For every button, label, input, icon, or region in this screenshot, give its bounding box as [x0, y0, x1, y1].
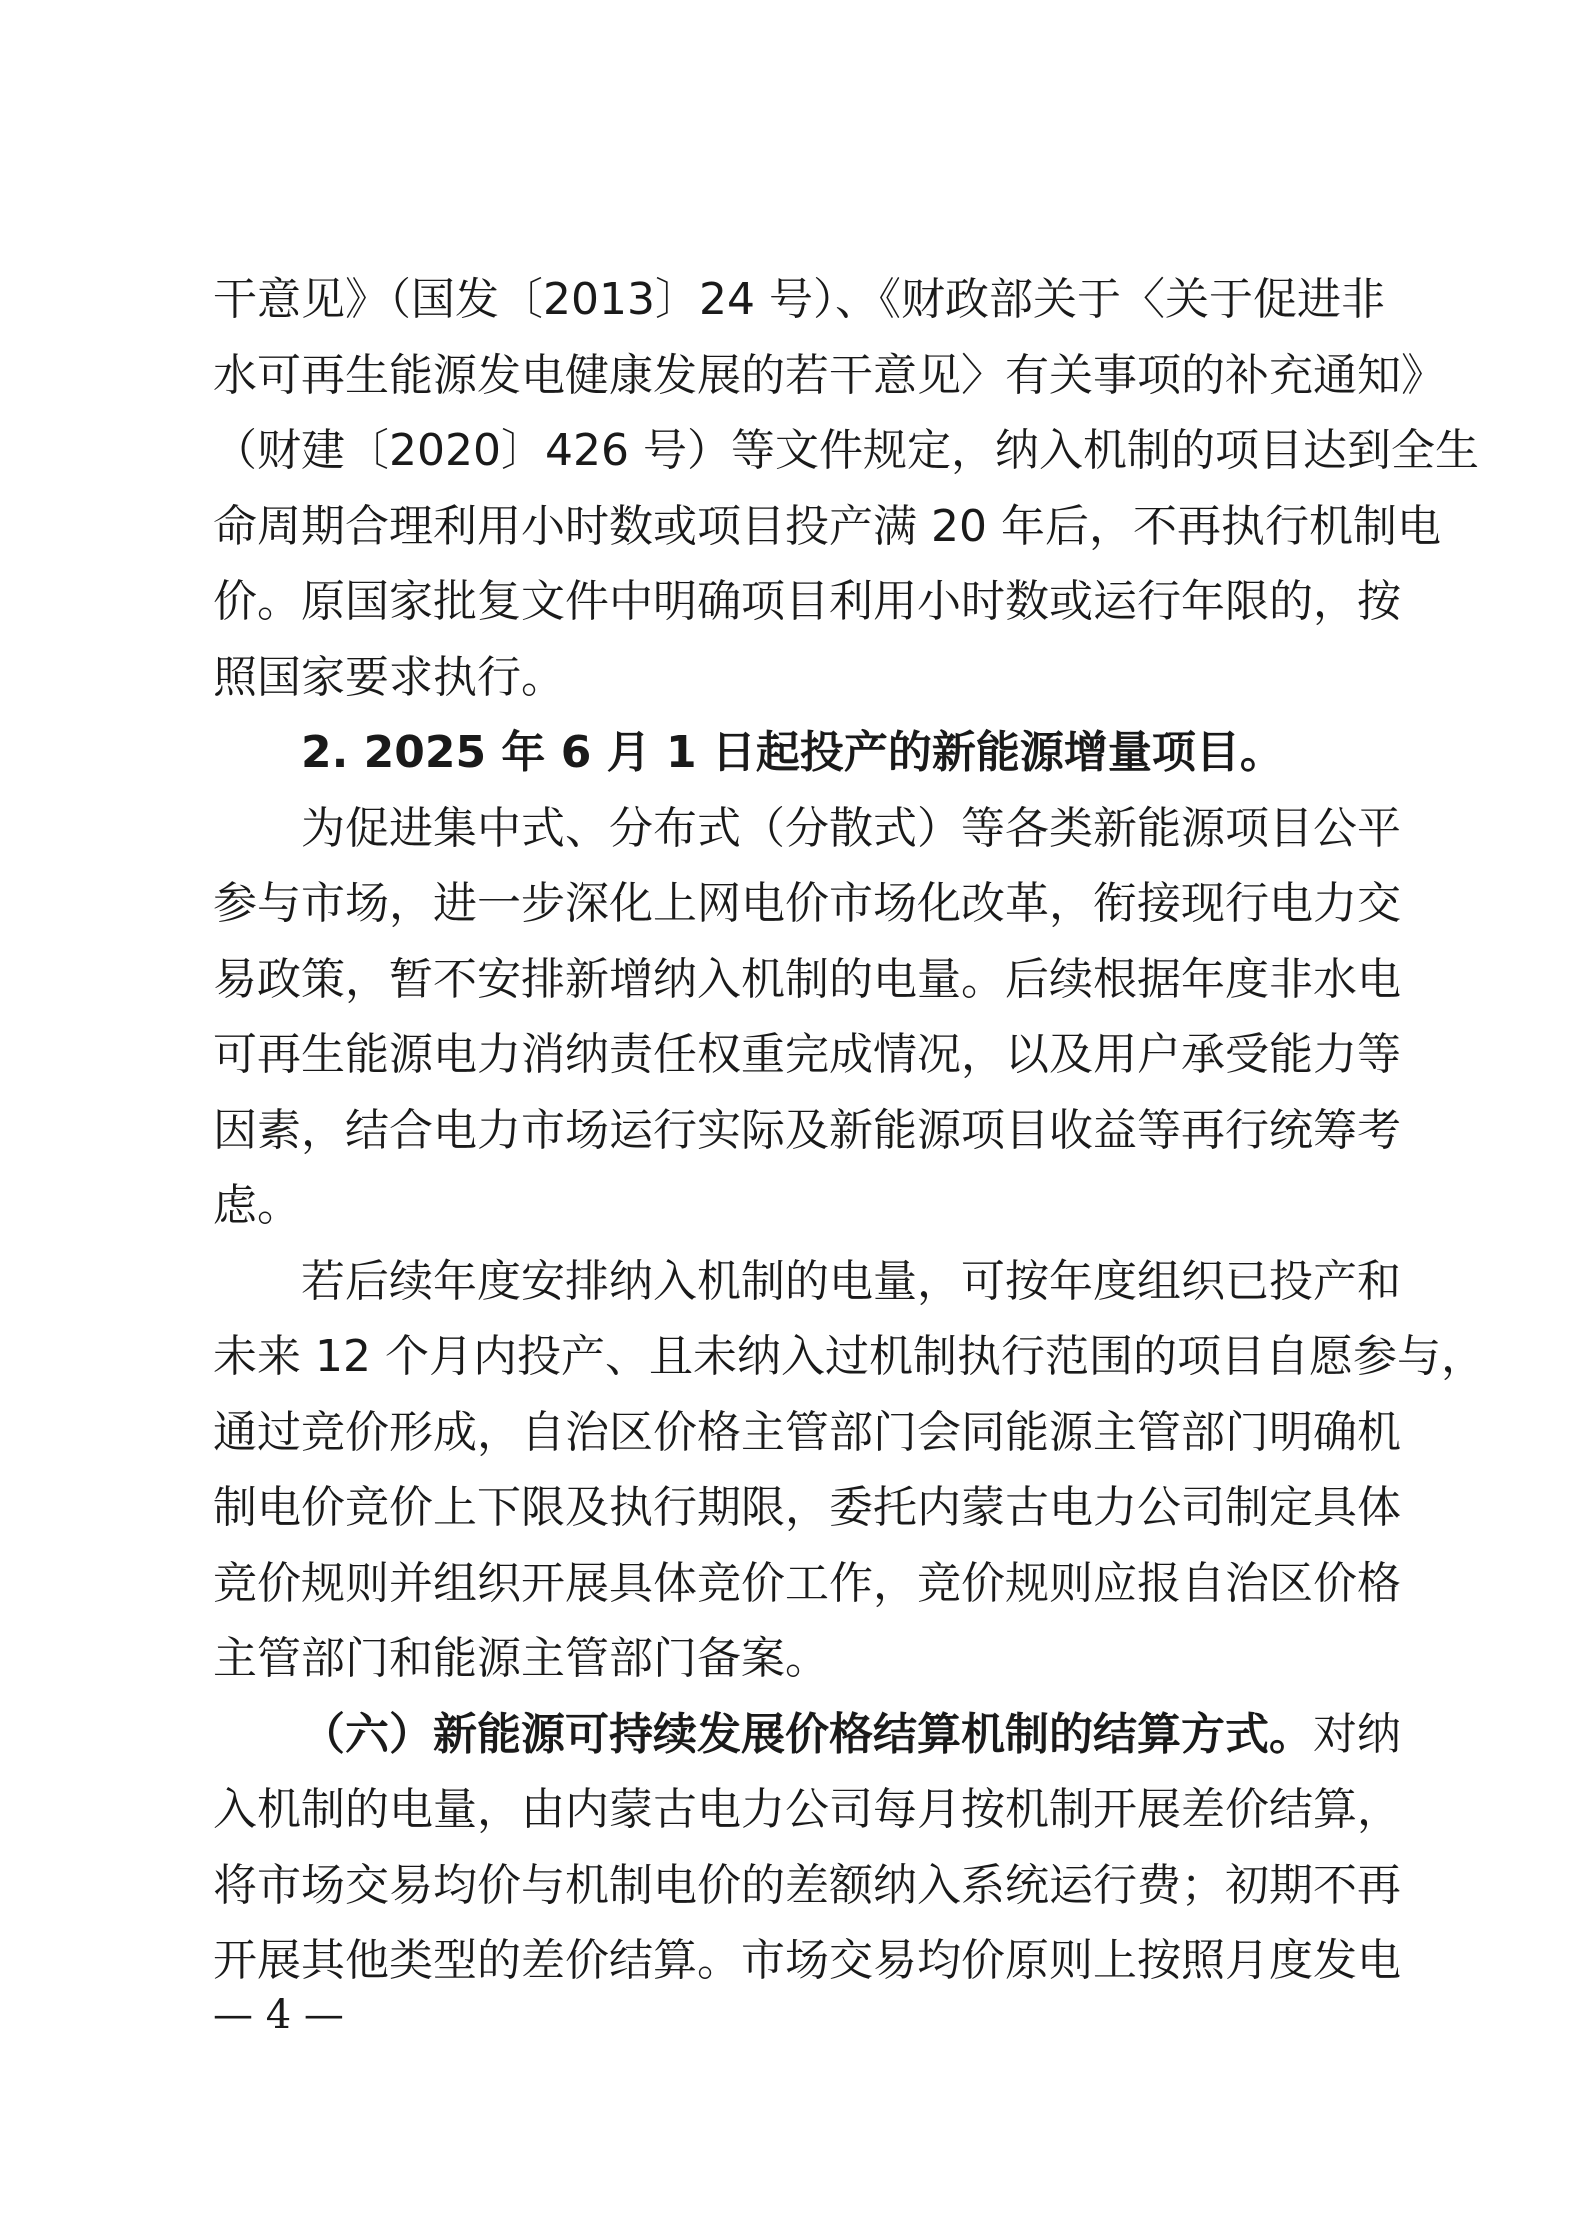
paragraph-4 — [213, 1697, 1401, 1999]
text-line: 入机制的电量，由内蒙古电力公司每月按机制开展差价结算， — [213, 1784, 1401, 1835]
text-line: 干意见》（国发〔2013〕24 号）、《财政部关于〈关于促进非 — [213, 274, 1385, 325]
text-line: 易政策，暂不安排新增纳入机制的电量。后续根据年度非水电 — [213, 953, 1401, 1005]
text-line: 水可再生能源发电健康发展的若干意见〉有关事项的补充通知》 — [213, 349, 1445, 401]
text-line: 因素，结合电力市场运行实际及新能源项目收益等再行统筹考 — [213, 1104, 1401, 1156]
text-line: 开展其他类型的差价结算。市场交易均价原则上按照月度发电 — [213, 1935, 1401, 1986]
text-line: 若后续年度安排纳入机制的电量，可按年度组织已投产和 — [301, 1255, 1401, 1307]
text-line: 为促进集中式、分布式（分散式）等各类新能源项目公平 — [301, 802, 1401, 854]
text-line — [213, 1697, 1401, 1773]
text-line: 制电价竞价上下限及执行期限，委托内蒙古电力公司制定具体 — [213, 1482, 1401, 1533]
text-line: 竞价规则并组织开展具体竞价工作，竞价规则应报自治区价格 — [213, 1557, 1401, 1609]
section-heading-2: 2. 2025 年 6 月 1 日起投产的新能源增量项目。 — [301, 727, 1284, 778]
text-line: 参与市场，进一步深化上网电价市场化改革，衔接现行电力交 — [213, 878, 1401, 929]
paragraph-1 — [213, 262, 1479, 715]
text-line: 价。原国家批复文件中明确项目利用小时数或运行年限的，按 — [213, 576, 1401, 627]
paragraph-2 — [213, 791, 1401, 1244]
text-line: 虑。 — [213, 1180, 301, 1231]
text-line: 可再生能源电力消纳责任权重完成情况，以及用户承受能力等 — [213, 1029, 1401, 1080]
document-body — [213, 262, 1485, 1999]
page-number: — 4 — — [213, 1992, 344, 2038]
text-line: 将市场交易均价与机制电价的差额纳入系统运行费；初期不再 — [213, 1859, 1401, 1911]
section-heading-6: （六）新能源可持续发展价格结算机制的结算方式。 — [301, 1708, 1313, 1760]
text-line: 未来 12 个月内投产、且未纳入过机制执行范围的项目自愿参与， — [213, 1331, 1485, 1382]
text-line: 通过竞价形成，自治区价格主管部门会同能源主管部门明确机 — [213, 1406, 1401, 1458]
text-line: 命周期合理利用小时数或项目投产满 20 年后，不再执行机制电 — [213, 500, 1441, 552]
text-line: 主管部门和能源主管部门备案。 — [213, 1633, 829, 1684]
paragraph-3 — [213, 1244, 1485, 1697]
text-line: （财建〔2020〕426 号）等文件规定，纳入机制的项目达到全生 — [213, 425, 1479, 476]
text-span: 对纳 — [1313, 1708, 1401, 1760]
text-line: 照国家要求执行。 — [213, 651, 565, 703]
